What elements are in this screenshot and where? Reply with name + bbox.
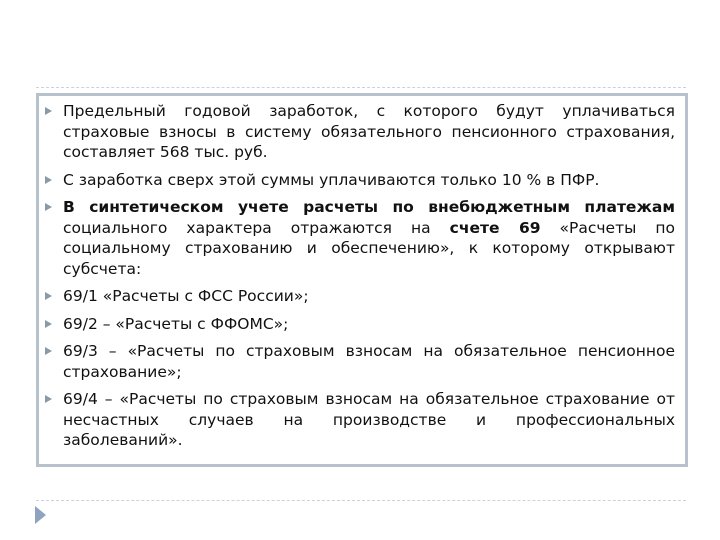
bullet-arrow-icon [45,347,52,355]
bullet-arrow-icon [45,320,52,328]
bullet-item-3 [63,197,675,279]
bullet-list [39,96,685,451]
bullet-arrow-icon [45,107,52,115]
corner-triangle-icon [35,506,46,524]
top-divider [36,87,686,88]
bottom-divider [36,500,686,501]
bullet-bold-lead: В синтетическом учете расчеты по внебюджетным платежам [63,198,675,216]
bullet-text: Предельный годовой заработок, с которого будут уплачиваться страховые взносы в систему обязательного пенсионного страхования, составляет 568 тыс. руб. [63,102,675,161]
bullet-item-7 [63,389,675,451]
bullet-item-4 [63,286,675,307]
bullet-arrow-icon [45,203,52,211]
bullet-text: 69/1 «Расчеты с ФСС России»; [63,287,309,305]
bullet-text: С заработка сверх этой суммы уплачиваются только 10 % в ПФР. [63,170,600,189]
bullet-arrow-icon [45,292,52,300]
bullet-item-2 [63,170,675,191]
bullet-text: 69/3 – «Расчеты по страховым взносам на обязательное пенсионное страхование»; [63,342,675,381]
bullet-item-6 [63,341,675,382]
bullet-arrow-icon [45,176,52,184]
bullet-text-middle: социального характера отражаются на [63,218,450,237]
bullet-text: 69/4 – «Расчеты по страховым взносам на обязательное страхование от несчастных случаев на производстве и профессиональных заболеваний». [63,390,675,449]
bullet-item-5 [63,314,675,335]
bullet-text: 69/2 – «Расчеты с ФФОМС»; [63,314,289,333]
bullet-bold-account: счете 69 [449,218,541,237]
bullet-text-tail: «Расчеты по социальному страхованию и обеспечению», к которому открывают субсчета: [63,218,675,278]
bullet-item-1 [63,101,675,163]
content-box [36,93,688,467]
bullet-arrow-icon [45,395,52,403]
